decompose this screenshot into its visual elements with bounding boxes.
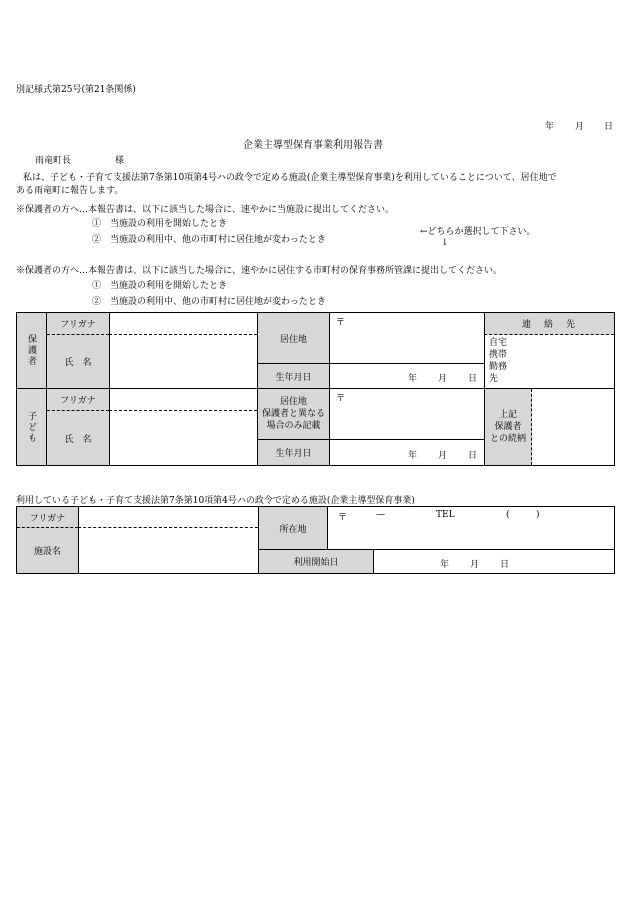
contact-items: 自宅 携帯 勤務 先 [489,338,508,384]
facility-postal-mark: 〒 [338,513,348,523]
guardian-label: 保護者 [26,334,36,367]
note-2-item-1: ① 当施設の利用を開始したとき [92,281,228,291]
choose-hint: ←どちらか選択して下さい。 [420,227,536,237]
tel-label: TEL [436,510,455,520]
relation-label: 上記 保護者 との続柄 [484,389,532,465]
intro-line-1: 私は、子ども・子育て支援法第7条第10項第4号ハの政令で定める施設(企業主導型保育事業)を利用していることについて、居住地で [23,173,557,183]
child-residence-label: 居住地 保護者と異なる 場合のみ記載 [257,389,330,440]
contact-header: 連 絡 先 [484,313,614,335]
page-title: 企業主導型保育事業利用報告書 [243,140,383,151]
child-residence-field[interactable] [330,389,484,440]
note-1: ※保護者の方へ…本報告書は、以下に該当した場合に、速やかに当施設に提出してください。 [16,205,395,215]
date-day: 日 [604,122,614,132]
date-year: 年 [545,122,555,132]
recipient: 雨竜町長 [35,156,72,166]
birth-month: 月 [438,374,448,384]
guardian-residence-label: 居住地 [257,313,330,364]
facility-furigana-field[interactable] [78,507,258,528]
start-year: 年 [440,560,450,570]
start-date-field[interactable] [374,550,614,573]
facility-heading: 利用している子ども・子育て支援法第7条第10項第4号ハの政令で定める施設(企業主導型保育事業) [16,496,415,506]
facility-name-label: 施設名 [17,528,78,573]
contact-field[interactable] [484,335,614,388]
postal-mark: 〒 [336,318,346,328]
child-birth-day: 日 [468,451,478,461]
tel-paren-open: ( [506,510,510,520]
start-date-label: 利用開始日 [258,550,374,573]
honorific: 様 [115,156,125,166]
guardian-name-field[interactable] [109,335,257,388]
child-birthdate-label: 生年月日 [257,440,330,465]
intro-line-2: ある雨竜町に報告します。 [16,186,124,196]
guardian-furigana-label: フリガナ [47,313,109,335]
note-1-item-2: ② 当施設の利用中、他の市町村に居住地が変わったとき [92,235,326,245]
guardian-name-label: 氏 名 [47,335,109,388]
child-furigana-label: フリガナ [47,389,109,411]
child-birth-year: 年 [408,451,418,461]
location-label: 所在地 [258,507,328,550]
child-name-label: 氏 名 [47,411,109,465]
child-label-cell [17,389,47,465]
note-1-item-1: ① 当施設の利用を開始したとき [92,219,228,229]
note-2: ※保護者の方へ…本報告書は、以下に該当した場合に、速やかに居住する市町村の保育事務所管課に提出してください。 [16,266,503,276]
guardian-birthdate-label: 生年月日 [257,364,330,388]
tel-paren-close: ) [536,510,540,520]
child-birth-month: 月 [438,451,448,461]
birth-day: 日 [468,374,478,384]
relation-field[interactable] [532,389,614,465]
child-name-field[interactable] [109,411,257,465]
child-birthdate-field[interactable] [330,440,484,465]
facility-name-field[interactable] [78,528,258,573]
child-postal-mark: 〒 [336,394,346,404]
start-day: 日 [500,560,510,570]
child-furigana-field[interactable] [109,389,257,411]
guardian-residence-field[interactable] [330,313,484,364]
child-label: 子ども [26,410,36,444]
note-2-item-2: ② 当施設の利用中、他の市町村に居住地が変わったとき [92,297,326,307]
postal-dash: — [376,510,385,520]
guardian-furigana-field[interactable] [109,313,257,335]
birth-year: 年 [408,374,418,384]
arrow-down-icon: ↓ [441,238,449,248]
location-field[interactable] [328,507,614,550]
guardian-birthdate-field[interactable] [330,364,484,388]
start-month: 月 [470,560,480,570]
facility-furigana-label: フリガナ [17,507,78,528]
date-month: 月 [575,122,585,132]
form-number: 別記様式第25号(第21条関係) [16,85,136,95]
guardian-label-cell [17,313,47,388]
